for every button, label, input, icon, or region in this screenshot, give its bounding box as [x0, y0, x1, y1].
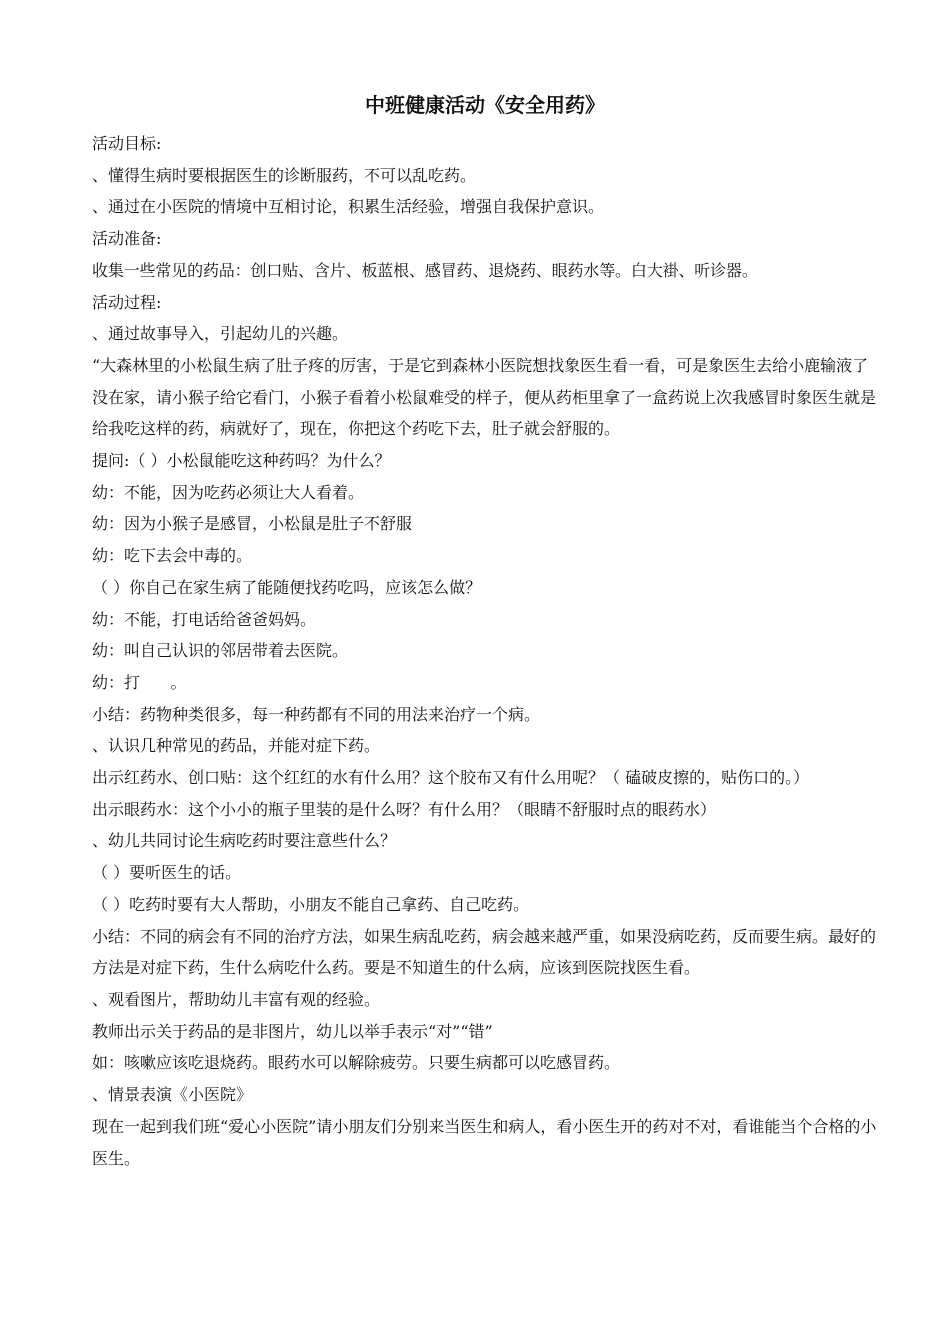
child-answer-3: 幼：吃下去会中毒的。: [92, 546, 253, 566]
goal-item-1: 、懂得生病时要根据医生的诊断服药，不可以乱吃药。: [92, 165, 477, 185]
question-2: （ ）你自己在家生病了能随便找药吃吗，应该怎么做？: [92, 577, 482, 597]
summary-2: 小结：不同的病会有不同的治疗方法，如果生病乱吃药，病会越来越严重，如果没病吃药，反而要生病。最好的方法是对症下药，生什么病吃什么药。要是不知道生的什么病，应该到医院找医生看。: [92, 926, 877, 978]
step-2-heading: 、认识几种常见的药品，并能对症下药。: [92, 736, 381, 756]
step-3-heading: 、幼儿共同讨论生病吃药时要注意些什么？: [92, 831, 397, 851]
section-heading-preparation: 活动准备:: [92, 229, 162, 249]
child-answer-5: 幼：叫自己认识的邻居带着去医院。: [92, 641, 349, 661]
child-answer-1: 幼：不能，因为吃药必须让大人看着。: [92, 482, 365, 502]
step-4-heading: 、观看图片，帮助幼儿丰富有观的经验。: [92, 989, 381, 1009]
summary-1: 小结：药物种类很多，每一种药都有不同的用法来治疗一个病。: [92, 704, 541, 724]
step-1-heading: 、通过故事导入，引起幼儿的兴趣。: [92, 324, 349, 344]
child-answer-4: 幼：不能，打电话给爸爸妈妈。: [92, 609, 317, 629]
child-answer-6: 幼：打 。: [92, 672, 187, 692]
discussion-point-2: （ ）吃药时要有大人帮助，小朋友不能自己拿药、自己吃药。: [92, 894, 530, 914]
show-red-medicine: 出示红药水、创口贴：这个红红的水有什么用？这个胶布又有什么用呢？（ 磕破皮擦的，贴伤口的。）: [92, 768, 810, 788]
show-eye-drops: 出示眼药水：这个小小的瓶子里装的是什么呀？有什么用？（眼睛不舒服时点的眼药水）: [92, 799, 717, 819]
picture-examples: 如：咳嗽应该吃退烧药。眼药水可以解除疲劳。只要生病都可以吃感冒药。: [92, 1053, 621, 1073]
child-answer-2: 幼：因为小猴子是感冒，小松鼠是肚子不舒服: [92, 514, 413, 534]
role-play-text: 现在一起到我们班“爱心小医院”请小朋友们分别来当医生和病人，看小医生开的药对不对，看谁能当个合格的小医生。: [92, 1116, 877, 1168]
document-title: 中班健康活动《安全用药》: [365, 93, 605, 117]
discussion-point-1: （ ）要听医生的话。: [92, 863, 242, 883]
goal-item-2: 、通过在小医院的情境中互相讨论，积累生活经验，增强自我保护意识。: [92, 197, 605, 217]
picture-activity: 教师出示关于药品的是非图片，幼儿以举手表示“对”“错”: [92, 1021, 493, 1041]
question-1: 提问:（ ）小松鼠能吃这种药吗？为什么？: [92, 451, 391, 471]
section-heading-process: 活动过程:: [92, 292, 162, 312]
step-5-heading: 、情景表演《小医院》: [92, 1085, 253, 1105]
story-paragraph: “大森林里的小松鼠生病了肚子疼的厉害，于是它到森林小医院想找象医生看一看，可是象医生去给小鹿输液了没在家，请小猴子给它看门，小猴子看着小松鼠难受的样子，便从药柜里拿了一盒药说上次我感冒时象医生就是给我吃这样的药，病就好了，现在，你把这个药吃下去，肚子就会舒服的。: [92, 355, 877, 439]
preparation-text: 收集一些常见的药品：创口贴、含片、板蓝根、感冒药、退烧药、眼药水等。白大褂、听诊器。: [92, 260, 758, 280]
section-heading-goals: 活动目标:: [92, 134, 162, 153]
